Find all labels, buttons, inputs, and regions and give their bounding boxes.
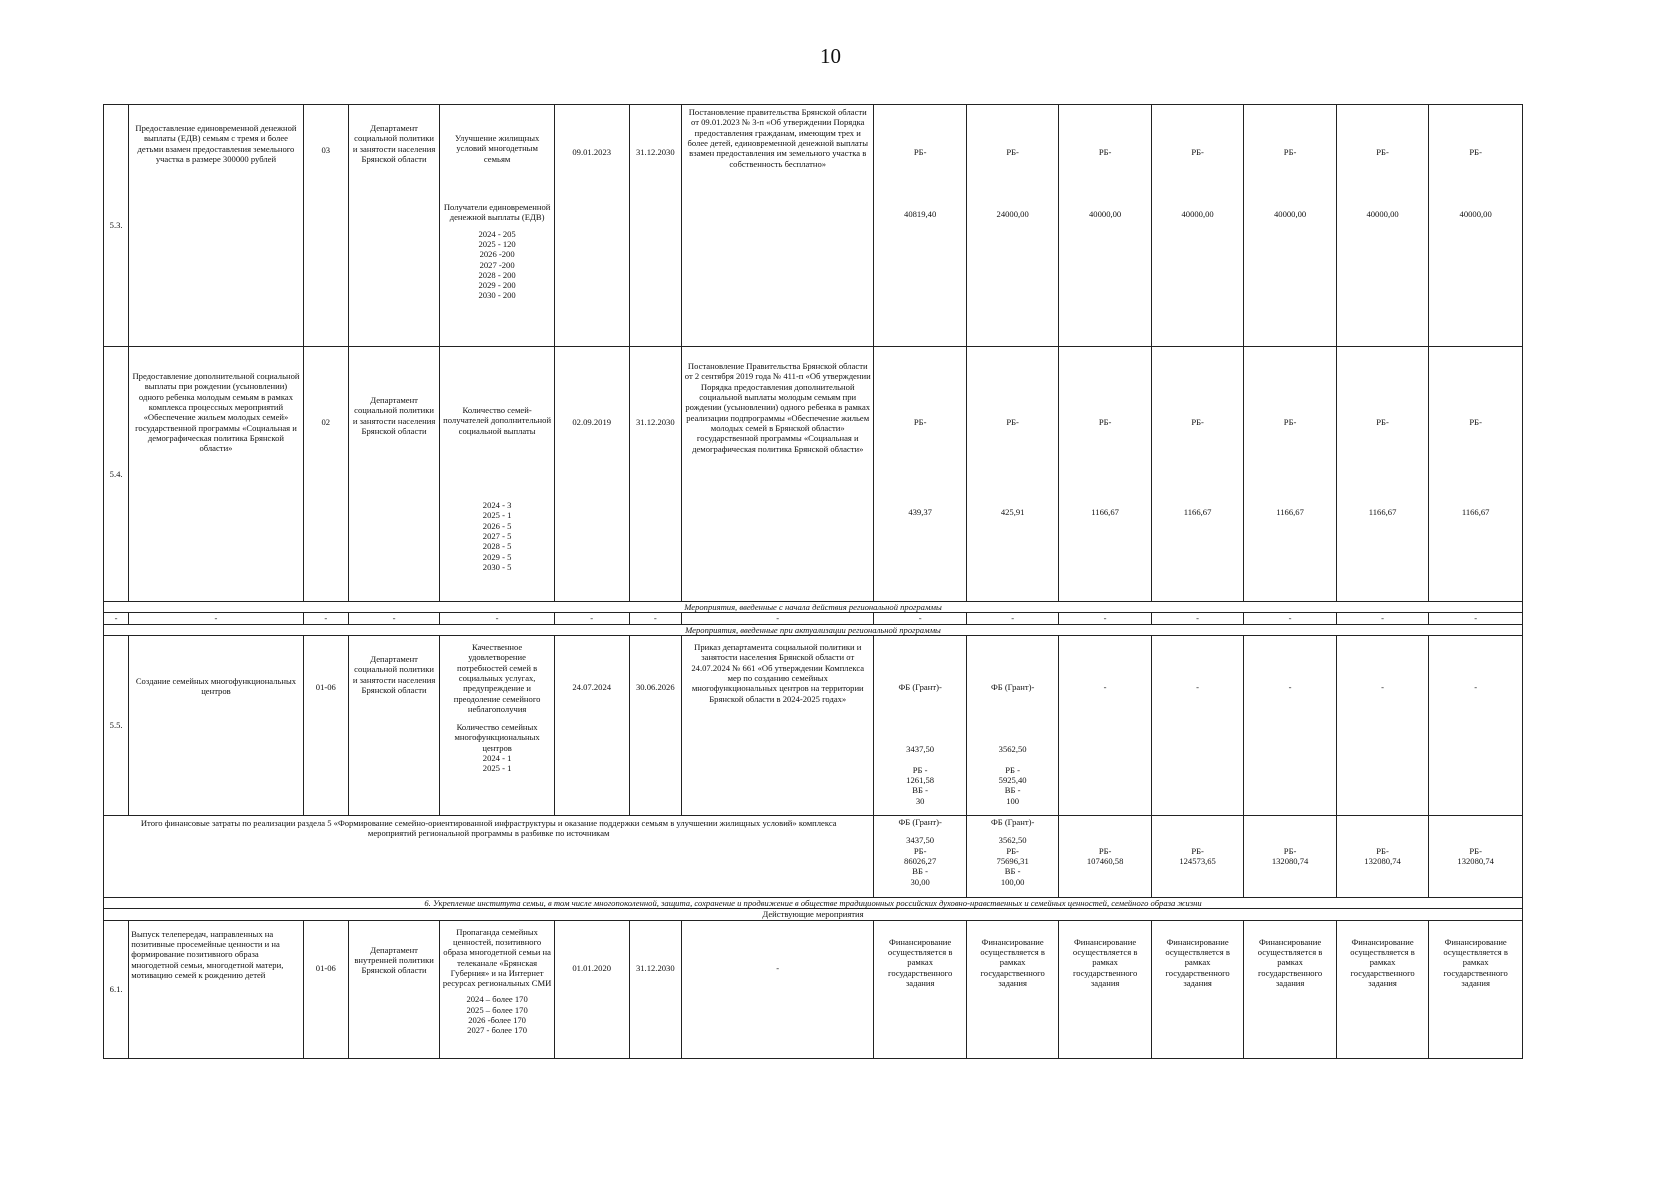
- measure-name: Предоставление единовременной денежной выплаты (ЕДВ) семьям с тремя и более детьми взамен предоставления земельного участка в размере 300000 рублей: [129, 105, 303, 347]
- funding-year-4: -: [1151, 635, 1243, 815]
- funding-year-6: Финансирование осуществляется в рамках государственного задания: [1336, 920, 1428, 1058]
- row-number: 5.5.: [104, 635, 129, 815]
- funding-year-4: [1151, 105, 1243, 347]
- empty-cell: -: [440, 613, 555, 624]
- total-row: [104, 815, 1523, 897]
- funding-value: 1166,67: [1091, 507, 1119, 518]
- funding-source: РБ -: [1005, 764, 1020, 775]
- empty-cell: -: [1336, 613, 1428, 624]
- funding-year-5: -: [1244, 635, 1336, 815]
- funding-source: РБ-: [1191, 417, 1204, 427]
- indicator-value: 2027 - более 170: [467, 1025, 528, 1036]
- table-row: [104, 635, 1523, 815]
- funding-year-1: [874, 635, 966, 815]
- legal-document: Постановление правительства Брянской области от 09.01.2023 № 3-п «Об утверждении Порядка предоставления гражданам, имеющим трех и более детей, единовременной денежной выплаты взамен предоставления им земельного участка в собственность бесплатно»: [682, 105, 874, 347]
- funding-source: ВБ -: [912, 785, 928, 796]
- end-date: 31.12.2030: [629, 920, 682, 1058]
- end-date: 30.06.2026: [629, 635, 682, 815]
- section-row: [104, 602, 1523, 613]
- funding-value: 107460,58: [1086, 856, 1124, 867]
- indicator-value: 2024 - 205: [478, 228, 516, 239]
- funding-source: ВБ -: [1004, 785, 1021, 796]
- funding-value: 124573,65: [1179, 856, 1216, 867]
- funding-source: ФБ (Грант)-: [990, 681, 1035, 692]
- funding-year-3: -: [1059, 635, 1151, 815]
- legal-document: Постановление Правительства Брянской области от 2 сентября 2019 года № 411-п «Об утверждении Порядка предоставления дополнительной социальной выплаты молодым семьям при рождении (усыновлении) одного ребенка в рамках реализации подпрограммы «Обеспечение жильем молодых семей в Брянской области» государственной программы «Социальная и демографическая политика Брянской области»: [682, 347, 874, 602]
- funding-source: РБ-: [1469, 147, 1482, 157]
- measure-code: 01-06: [303, 920, 348, 1058]
- indicator-value: 2030 - 200: [478, 290, 516, 301]
- funding-value: 3437,50: [906, 744, 935, 755]
- indicator-values: [442, 229, 552, 301]
- funding-value: 1166,67: [1183, 507, 1212, 518]
- result-text: Пропаганда семейных ценностей, позитивного образа многодетной семьи на телеканале «Брянская Губерния» и на Интернет ресурсах региональных СМИ: [442, 926, 552, 989]
- funding-value: 86026,27: [904, 855, 937, 866]
- funding-value: 132080,74: [1457, 856, 1494, 867]
- funding-year-2: [966, 347, 1058, 602]
- funding-value: 24000,00: [996, 209, 1029, 220]
- indicator-value: 2026 -200: [479, 249, 515, 260]
- empty-cell: -: [629, 613, 682, 624]
- empty-cell: -: [348, 613, 439, 624]
- funding-year-6: -: [1336, 635, 1428, 815]
- indicator-title: Получатели единовременной денежной выплаты (ЕДВ): [443, 201, 551, 223]
- total-funding-year-1: [874, 815, 966, 897]
- section-row: [104, 909, 1523, 920]
- funding-year-6: [1336, 105, 1428, 347]
- dash-row: [104, 613, 1523, 624]
- indicator-value: 2024 - 1: [482, 753, 512, 764]
- legal-document: Приказ департамента социальной политики и занятости населения Брянской области от 24.07.2024 № 661 «Об утверждении Комплекса мер по созданию семейных многофункциональных центров на территории Брянской области в 2024-2025 годах»: [682, 635, 874, 815]
- funding-value: 100,00: [1000, 876, 1025, 887]
- indicator-value: 2027 -200: [479, 259, 515, 270]
- indicator-title: Количество семейных многофункциональных центров: [454, 722, 540, 753]
- start-date: 01.01.2020: [554, 920, 629, 1058]
- empty-cell: -: [303, 613, 348, 624]
- funding-year-4: [1151, 347, 1243, 602]
- end-date: 31.12.2030: [629, 105, 682, 347]
- funding-year-1: [874, 105, 966, 347]
- start-date: 09.01.2023: [554, 105, 629, 347]
- indicator-value: 2025 - 120: [478, 238, 516, 249]
- funding-value: 1261,58: [906, 774, 935, 785]
- indicator-value: 2030 - 5: [482, 561, 512, 572]
- measure-executor: Департамент внутренней политики Брянской области: [348, 920, 439, 1058]
- measure-executor: Департамент социальной политики и занятости населения Брянской области: [348, 635, 439, 815]
- funding-value: 40000,00: [1089, 209, 1122, 220]
- table-row: [104, 347, 1523, 602]
- funding-year-1: Финансирование осуществляется в рамках государственного задания: [874, 920, 966, 1058]
- indicator-value: 2029 - 5: [482, 551, 512, 562]
- indicator-values: [442, 500, 552, 572]
- legal-document: -: [682, 920, 874, 1058]
- indicator-value: 2024 – более 170: [466, 994, 528, 1005]
- indicator-value: 2029 - 200: [478, 280, 516, 291]
- empty-cell: -: [554, 613, 629, 624]
- empty-cell: -: [104, 613, 129, 624]
- funding-year-7: -: [1429, 635, 1523, 815]
- table-row: [104, 105, 1523, 347]
- empty-cell: -: [966, 613, 1058, 624]
- row-number: 6.1.: [104, 920, 129, 1058]
- empty-cell: -: [874, 613, 966, 624]
- funding-source: РБ -: [912, 764, 928, 775]
- funding-value: 132080,74: [1364, 856, 1401, 867]
- funding-source: РБ-: [1006, 845, 1019, 856]
- total-funding-year-2: [966, 815, 1058, 897]
- funding-source: РБ-: [1376, 417, 1389, 427]
- end-date: 31.12.2030: [629, 347, 682, 602]
- section-row: [104, 897, 1523, 908]
- empty-cell: -: [1429, 613, 1523, 624]
- funding-source: РБ-: [1098, 845, 1112, 856]
- funding-source: ФБ (Грант)-: [898, 816, 942, 827]
- measure-code: 02: [303, 347, 348, 602]
- measure-result: [440, 635, 555, 815]
- start-date: 02.09.2019: [554, 347, 629, 602]
- indicator-values: [442, 994, 552, 1035]
- funding-source: РБ-: [913, 845, 927, 856]
- section-row: [104, 624, 1523, 635]
- measure-executor: Департамент социальной политики и занятости населения Брянской области: [348, 105, 439, 347]
- funding-value: 1166,67: [1461, 507, 1490, 518]
- funding-year-3: [1059, 105, 1151, 347]
- total-label: Итого финансовые затраты по реализации раздела 5 «Формирование семейно-ориентированной инфраструктуры и оказание поддержки семьям в улучшении жилищных условий» комплекса мероприятий региональной программы в разбивке по источникам: [104, 815, 874, 897]
- funding-source: ВБ -: [1004, 866, 1021, 877]
- funding-source: РБ-: [1283, 147, 1297, 157]
- funding-value: 40819,40: [904, 209, 937, 220]
- section-title: Мероприятия, введенные с начала действия региональной программы: [104, 602, 1523, 613]
- section-subtitle: Действующие мероприятия: [104, 909, 1523, 920]
- funding-year-2: [966, 105, 1058, 347]
- measure-executor: Департамент социальной политики и занятости населения Брянской области: [348, 347, 439, 602]
- page-number: 10: [820, 44, 841, 68]
- funding-value: 30,00: [910, 876, 930, 887]
- funding-year-2: [966, 635, 1058, 815]
- start-date: 24.07.2024: [554, 635, 629, 815]
- indicator-value: 2026 -более 170: [468, 1015, 526, 1026]
- funding-year-1: [874, 347, 966, 602]
- funding-year-5: [1244, 347, 1336, 602]
- funding-year-3: [1059, 347, 1151, 602]
- funding-value: 132080,74: [1271, 856, 1309, 867]
- result-text: Количество семей-получателей дополнительной социальной выплаты: [443, 405, 552, 436]
- result-text: Улучшение жилищных условий многодетным семьям: [454, 133, 540, 164]
- funding-value: 30: [915, 795, 925, 806]
- indicator-value: 2027 - 5: [482, 530, 512, 541]
- measure-result: [440, 347, 555, 602]
- indicator-values: [442, 753, 552, 774]
- total-funding-year-7: [1429, 815, 1523, 897]
- funding-source: РБ-: [913, 147, 927, 157]
- funding-value: 40000,00: [1273, 209, 1307, 220]
- funding-value: 3562,50: [998, 744, 1027, 755]
- empty-cell: -: [129, 613, 303, 624]
- funding-value: 3437,50: [906, 835, 935, 846]
- funding-value: 40000,00: [1366, 209, 1399, 220]
- funding-year-7: Финансирование осуществляется в рамках государственного задания: [1429, 920, 1523, 1058]
- empty-cell: -: [1244, 613, 1336, 624]
- funding-value: 1166,67: [1368, 507, 1397, 518]
- funding-source: ФБ (Грант)-: [990, 816, 1035, 827]
- funding-year-6: [1336, 347, 1428, 602]
- funding-value: 40000,00: [1459, 209, 1492, 220]
- funding-source: РБ-: [1283, 845, 1297, 856]
- indicator-value: 2026 - 5: [482, 520, 512, 531]
- result-text: Качественное удовлетворение потребностей семей в социальных услугах, предупреждение и преодоление семейного неблагополучия: [453, 641, 541, 714]
- row-number: 5.4.: [104, 347, 129, 602]
- measure-result: [440, 920, 555, 1058]
- empty-cell: -: [1059, 613, 1151, 624]
- total-funding-year-3: [1059, 815, 1151, 897]
- measure-result: [440, 105, 555, 347]
- funding-source: РБ-: [1376, 845, 1389, 856]
- funding-source: РБ-: [1376, 147, 1389, 157]
- funding-source: РБ-: [1469, 417, 1482, 427]
- funding-year-3: Финансирование осуществляется в рамках государственного задания: [1059, 920, 1151, 1058]
- funding-year-5: [1244, 105, 1336, 347]
- funding-value: 1166,67: [1276, 507, 1304, 518]
- indicator-value: 2025 - 1: [482, 763, 512, 774]
- measures-table: [103, 104, 1523, 1059]
- funding-source: РБ-: [1098, 417, 1112, 427]
- funding-value: 425,91: [1000, 507, 1025, 518]
- total-funding-year-5: [1244, 815, 1336, 897]
- funding-value: 5925,40: [998, 774, 1027, 785]
- indicator-value: 2024 - 3: [482, 499, 512, 510]
- funding-source: РБ-: [1098, 147, 1112, 157]
- funding-value: 3562,50: [998, 835, 1027, 846]
- funding-value: 75696,31: [996, 855, 1029, 866]
- funding-source: РБ-: [1191, 147, 1204, 157]
- measure-name: Создание семейных многофункциональных центров: [129, 635, 303, 815]
- funding-source: РБ-: [913, 417, 927, 427]
- funding-source: РБ-: [1469, 845, 1482, 856]
- funding-source: ВБ -: [912, 866, 928, 877]
- funding-year-7: [1429, 347, 1523, 602]
- funding-value: 100: [1006, 795, 1020, 806]
- section-title: 6. Укрепление института семьи, в том числе многопоколенной, защита, сохранение и продвижение в обществе традиционных российских духовно-нравственных и семейных ценностей, семейного образа жизни: [104, 897, 1523, 908]
- funding-year-4: Финансирование осуществляется в рамках государственного задания: [1151, 920, 1243, 1058]
- empty-cell: -: [682, 613, 874, 624]
- measure-code: 03: [303, 105, 348, 347]
- indicator-value: 2025 - 1: [482, 510, 512, 521]
- table-row: [104, 920, 1523, 1058]
- funding-value: 40000,00: [1181, 209, 1214, 220]
- funding-year-7: [1429, 105, 1523, 347]
- total-funding-year-4: [1151, 815, 1243, 897]
- measure-name: Предоставление дополнительной социальной выплаты при рождении (усыновлении) одного ребенка молодым семьям в рамках комплекса процессных мероприятий «Обеспечение жильем молодых семей» государственной программы «Социальная и демографическая политика Брянской области»: [129, 347, 303, 602]
- funding-source: РБ-: [1191, 845, 1204, 856]
- measure-name: Выпуск телепередач, направленных на позитивные просемейные ценности и на формирование позитивного образа многодетной семьи, многодетной матери, мотивацию семей к рождению детей: [129, 920, 303, 1058]
- total-funding-year-6: [1336, 815, 1428, 897]
- indicator-value: 2028 - 200: [478, 269, 516, 280]
- funding-source: РБ-: [1283, 417, 1297, 427]
- funding-value: 439,37: [908, 507, 932, 518]
- funding-source: РБ-: [1006, 147, 1019, 157]
- section-title: Мероприятия, введенные при актуализации региональной программы: [104, 624, 1523, 635]
- indicator-value: 2025 – более 170: [466, 1004, 528, 1015]
- row-number: 5.3.: [104, 105, 129, 347]
- funding-year-2: Финансирование осуществляется в рамках государственного задания: [966, 920, 1058, 1058]
- funding-source: РБ-: [1006, 417, 1019, 427]
- indicator-value: 2028 - 5: [482, 541, 512, 552]
- measure-code: 01-06: [303, 635, 348, 815]
- empty-cell: -: [1151, 613, 1243, 624]
- funding-source: ФБ (Грант)-: [898, 681, 942, 692]
- funding-year-5: Финансирование осуществляется в рамках государственного задания: [1244, 920, 1336, 1058]
